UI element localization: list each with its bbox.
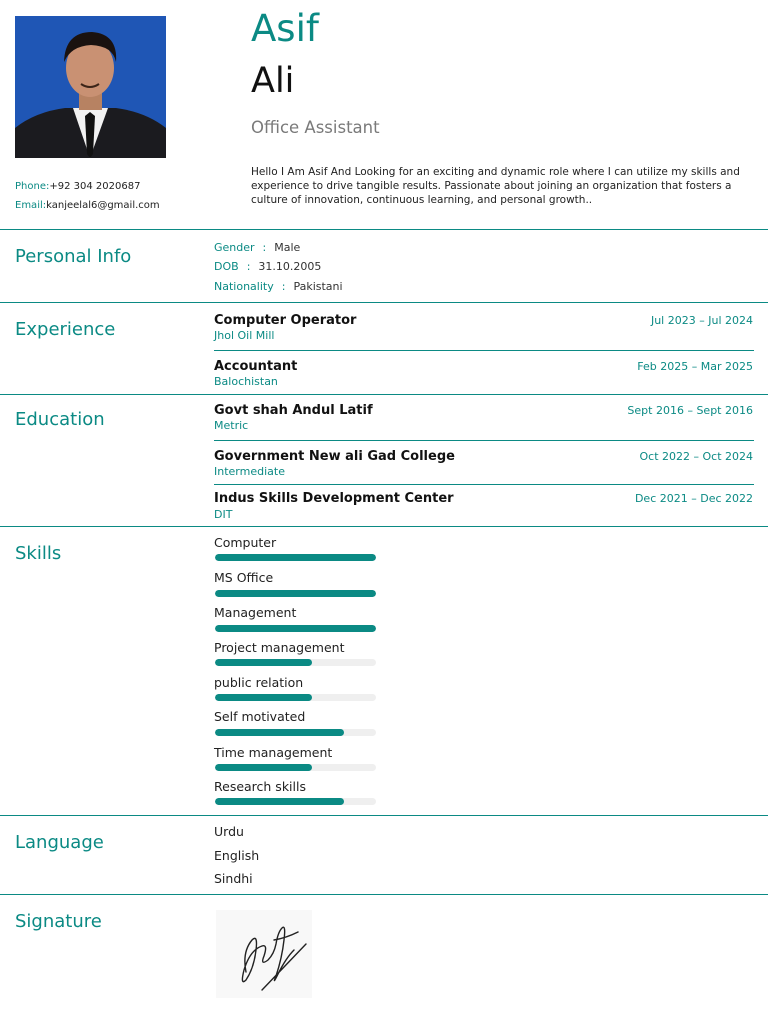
last-name: Ali bbox=[251, 61, 295, 101]
divider bbox=[0, 229, 768, 230]
entry-divider bbox=[214, 350, 754, 351]
skills-heading: Skills bbox=[15, 543, 62, 564]
divider bbox=[0, 894, 768, 895]
gender-separator: : bbox=[262, 241, 267, 254]
personal-info-heading: Personal Info bbox=[15, 246, 132, 267]
personal-info-row bbox=[214, 280, 343, 293]
dob-value: 31.10.2005 bbox=[258, 260, 322, 273]
language-item: Sindhi bbox=[214, 871, 253, 886]
phone-number[interactable]: +92 304 2020687 bbox=[49, 181, 141, 192]
experience-item-title: Accountant bbox=[214, 359, 298, 374]
phone-label: Phone: bbox=[15, 181, 50, 192]
language-heading: Language bbox=[15, 832, 104, 853]
profile-summary: Hello I Am Asif And Looking for an exciting and dynamic role where I can utilize my skills and experience to drive tangible results. Passionate about joining an organization that fosters a culture of innovation, continuous learning, and personal growth.. bbox=[251, 166, 740, 206]
skill-bar bbox=[215, 554, 376, 561]
skill-bar bbox=[215, 729, 376, 736]
gender-key: Gender bbox=[214, 241, 255, 254]
skill-bar bbox=[215, 764, 376, 771]
skill-bar-fill bbox=[215, 659, 312, 666]
skill-bar-fill bbox=[215, 590, 376, 597]
experience-item-company: Balochistan bbox=[214, 375, 278, 388]
skill-label: public relation bbox=[214, 675, 304, 690]
skill-label: Research skills bbox=[214, 779, 306, 794]
education-item-date: Oct 2022 – Oct 2024 bbox=[639, 450, 753, 463]
education-heading: Education bbox=[15, 409, 105, 430]
nationality-value: Pakistani bbox=[293, 280, 343, 293]
language-item: Urdu bbox=[214, 824, 244, 839]
personal-info-row bbox=[214, 260, 321, 273]
skill-label: Management bbox=[214, 605, 297, 620]
skill-bar bbox=[215, 625, 376, 632]
education-item-title: Government New ali Gad College bbox=[214, 449, 455, 464]
signature-image bbox=[216, 910, 312, 998]
skill-bar-fill bbox=[215, 554, 376, 561]
divider bbox=[0, 394, 768, 395]
skill-label: Project management bbox=[214, 640, 345, 655]
experience-item-title: Computer Operator bbox=[214, 313, 357, 328]
signature-heading: Signature bbox=[15, 911, 102, 932]
dob-separator: : bbox=[246, 260, 251, 273]
entry-divider bbox=[214, 440, 754, 441]
skill-bar-fill bbox=[215, 694, 312, 701]
experience-item-date: Jul 2023 – Jul 2024 bbox=[650, 314, 753, 327]
language-item: English bbox=[214, 848, 260, 863]
education-item-date: Dec 2021 – Dec 2022 bbox=[634, 492, 753, 505]
divider bbox=[0, 815, 768, 816]
skill-label: Time management bbox=[214, 745, 333, 760]
skill-bar-fill bbox=[215, 798, 344, 805]
education-item-title: Govt shah Andul Latif bbox=[214, 403, 373, 418]
entry-divider bbox=[214, 484, 754, 485]
handwritten-signature-icon bbox=[216, 910, 312, 998]
skill-label: Computer bbox=[214, 535, 277, 550]
email-address[interactable]: kanjeelal6@gmail.com bbox=[46, 200, 160, 211]
experience-item-company: Jhol Oil Mill bbox=[214, 329, 275, 342]
phone-line bbox=[15, 181, 140, 192]
nationality-separator: : bbox=[281, 280, 286, 293]
skill-label: Self motivated bbox=[214, 709, 306, 724]
person-portrait-icon bbox=[15, 16, 166, 158]
personal-info-row bbox=[214, 241, 300, 254]
education-item-degree: Intermediate bbox=[214, 465, 285, 478]
first-name: Asif bbox=[251, 7, 319, 50]
skill-label: MS Office bbox=[214, 570, 274, 585]
email-line bbox=[15, 200, 160, 211]
nationality-key: Nationality bbox=[214, 280, 274, 293]
experience-item-date: Feb 2025 – Mar 2025 bbox=[637, 360, 753, 373]
skill-bar bbox=[215, 694, 376, 701]
education-item-degree: DIT bbox=[214, 508, 233, 521]
education-item-degree: Metric bbox=[214, 419, 249, 432]
skill-bar-fill bbox=[215, 764, 312, 771]
email-label: Email: bbox=[15, 200, 47, 211]
skill-bar bbox=[215, 798, 376, 805]
skill-bar bbox=[215, 659, 376, 666]
gender-value: Male bbox=[274, 241, 301, 254]
dob-key: DOB bbox=[214, 260, 239, 273]
education-item-title: Indus Skills Development Center bbox=[214, 491, 454, 506]
divider bbox=[0, 302, 768, 303]
experience-heading: Experience bbox=[15, 319, 116, 340]
skill-bar bbox=[215, 590, 376, 597]
skill-bar-fill bbox=[215, 729, 344, 736]
profile-photo bbox=[15, 16, 166, 158]
divider bbox=[0, 526, 768, 527]
education-item-date: Sept 2016 – Sept 2016 bbox=[627, 404, 753, 417]
skill-bar-fill bbox=[215, 625, 376, 632]
job-title: Office Assistant bbox=[251, 118, 380, 137]
